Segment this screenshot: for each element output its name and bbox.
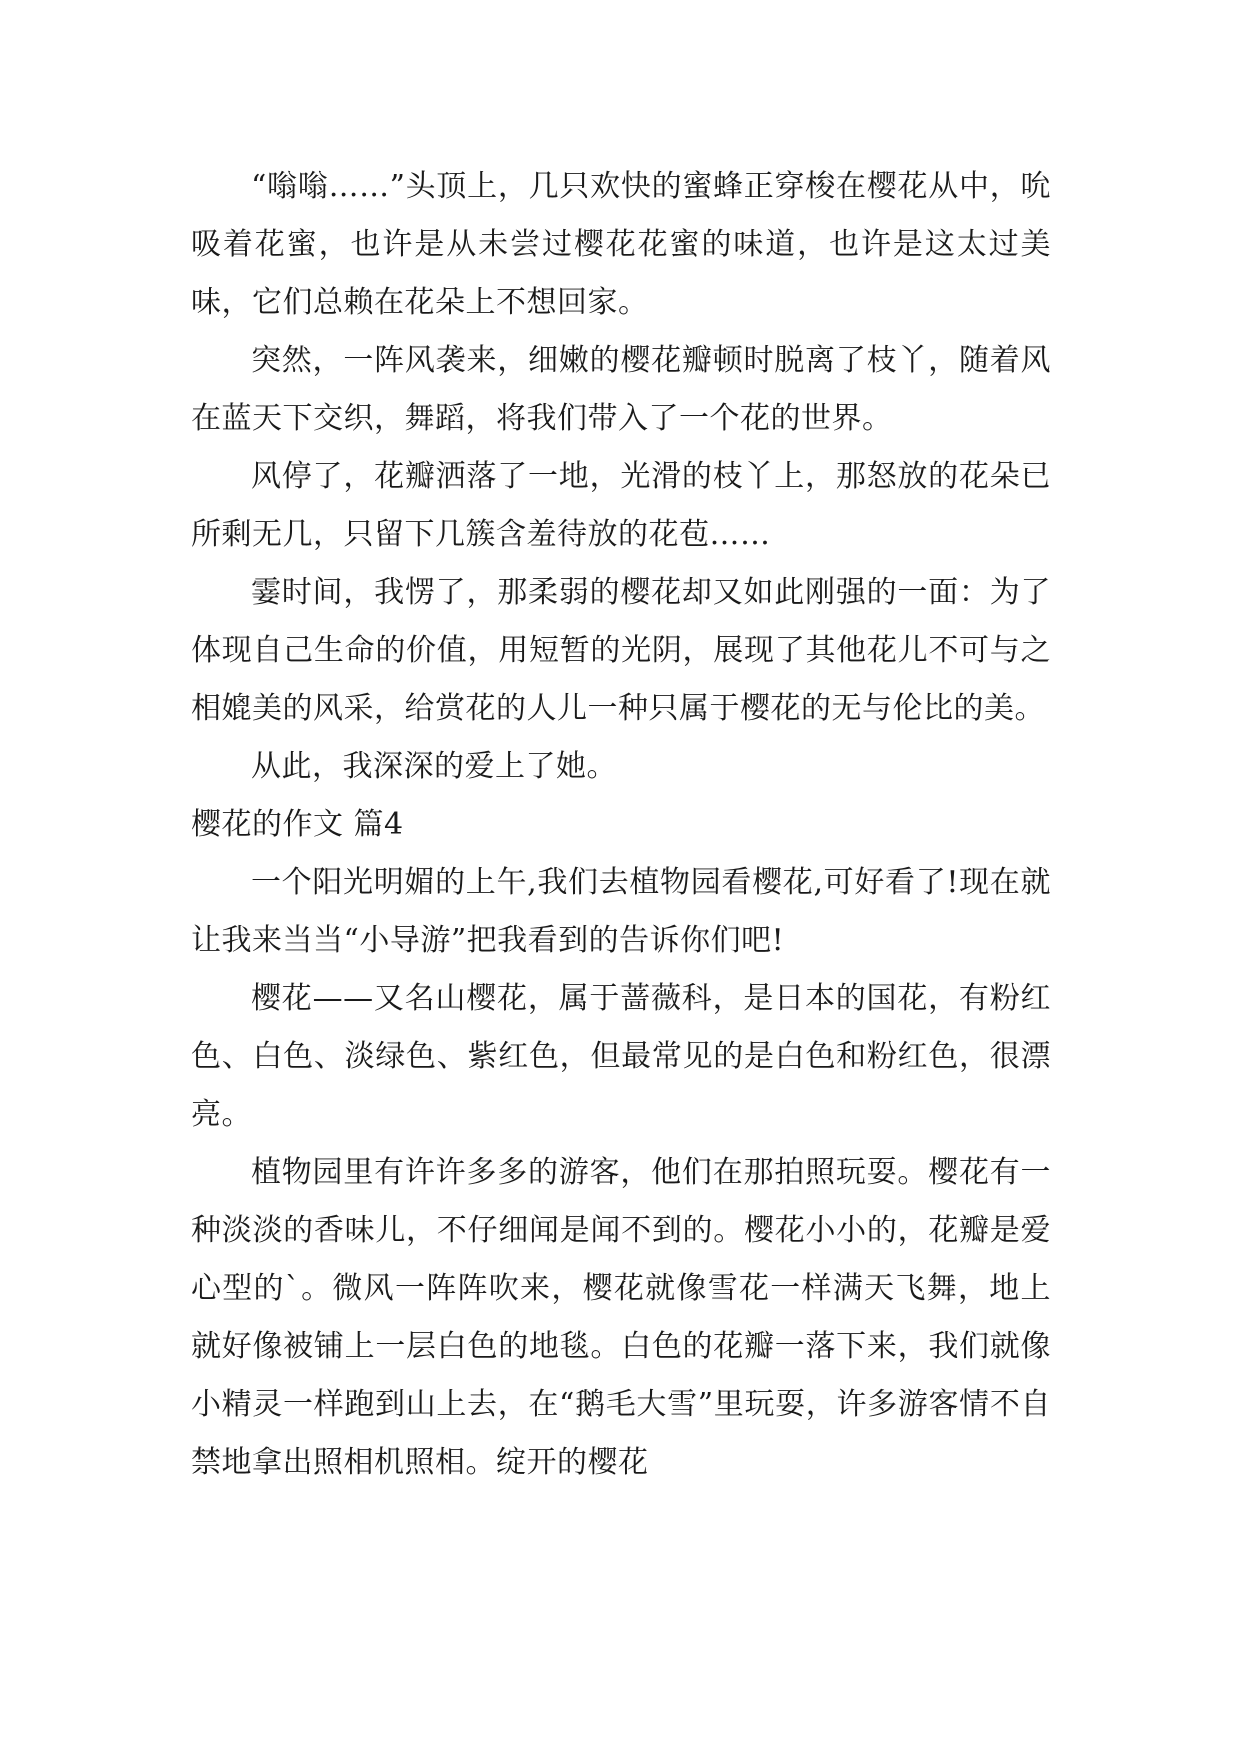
paragraph-wind: 突然，一阵风袭来，细嫩的樱花瓣顿时脱离了枝丫，随着风在蓝天下交织，舞蹈，将我们带入了一个花的世界。 bbox=[191, 343, 1051, 436]
paragraph-realization: 霎时间，我愣了，那柔弱的樱花却又如此刚强的一面：为了体现自己生命的价值，用短暂的光阴，展现了其他花儿不可与之相媲美的风采，给赏花的人儿一种只属于樱花的无与伦比的美。 bbox=[191, 575, 1051, 726]
document-body bbox=[191, 158, 1051, 1492]
paragraph-petals-fall: 风停了，花瓣洒落了一地，光滑的枝丫上，那怒放的花朵已所剩无几，只留下几簇含羞待放的花苞…… bbox=[191, 459, 1051, 552]
paragraph-bees: “嗡嗡……”头顶上，几只欢快的蜜蜂正穿梭在樱花从中，吮吸着花蜜，也许是从未尝过樱花花蜜的味道，也许是这太过美味，它们总赖在花朵上不想回家。 bbox=[191, 169, 1051, 320]
section-heading: 樱花的作文 篇4 bbox=[191, 807, 404, 842]
paragraph-sunny-morning: 一个阳光明媚的上午,我们去植物园看樱花,可好看了!现在就让我来当当“小导游”把我看到的告诉你们吧! bbox=[191, 865, 1051, 958]
paragraph-love: 从此，我深深的爱上了她。 bbox=[251, 749, 617, 784]
paragraph-botanical-garden: 植物园里有许许多多的游客，他们在那拍照玩耍。樱花有一种淡淡的香味儿，不仔细闻是闻不到的。樱花小小的，花瓣是爱心型的`。微风一阵阵吹来，樱花就像雪花一样满天飞舞，地上就好像被铺上一层白色的地毯。白色的花瓣一落下来，我们就像小精灵一样跑到山上去，在“鹅毛大雪”里玩耍，许多游客情不自禁地拿出照相机照相。绽开的樱花 bbox=[191, 1155, 1051, 1480]
paragraph-sakura-intro: 樱花——又名山樱花，属于蔷薇科，是日本的国花，有粉红色、白色、淡绿色、紫红色，但最常见的是白色和粉红色，很漂亮。 bbox=[191, 981, 1051, 1132]
